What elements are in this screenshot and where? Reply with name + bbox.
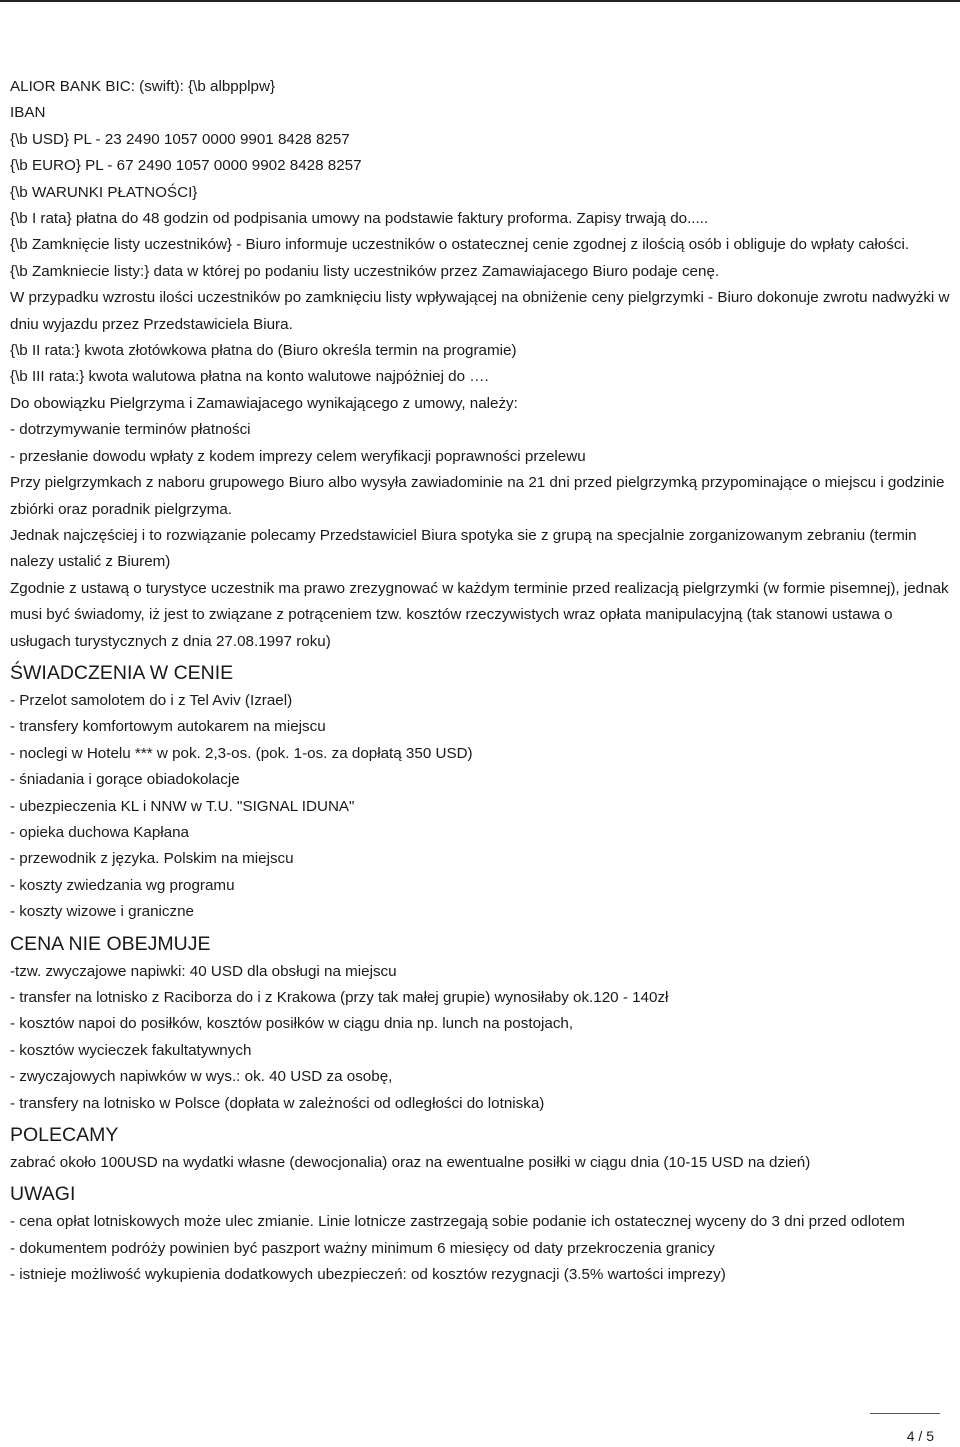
list-item: - kosztów napoi do posiłków, kosztów posiłków w ciągu dnia np. lunch na postojach, [10, 1015, 574, 1033]
list-item: - dokumentem podróży powinien być paszport ważny minimum 6 miesięcy od daty przekroczenia granicy [10, 1239, 715, 1257]
list-item: - transfery na lotnisko w Polsce (dopłata w zależności od odległości do lotniska) [10, 1094, 545, 1112]
iban-euro-line: {\b EURO} PL - 67 2490 1057 0000 9902 8428 8257 [10, 157, 362, 175]
obligation-item: - dotrzymywanie terminów płatności [10, 421, 251, 439]
list-item: - opieka duchowa Kapłana [10, 823, 190, 841]
first-installment-paragraph: {\b I rata} płatna do 48 godzin od podpisania umowy na podstawie faktury proforma. Zapisy trwają do..... [10, 210, 709, 228]
list-item: - Przelot samolotem do i z Tel Aviv (Izrael) [10, 691, 293, 709]
meeting-paragraph: Jednak najczęściej i to rozwiązanie polecamy Przedstawiciel Biura spotyka sie z grupą na specjalnie zorganizowanym zebraniu (termin nalezy ustalić z Biurem) [10, 526, 917, 571]
section-heading: POLECAMY [10, 1124, 119, 1147]
notes-section [10, 1181, 956, 1288]
document-body [10, 74, 956, 1289]
payment-info-block [10, 74, 956, 655]
cancellation-paragraph: Zgodnie z ustawą o turystyce uczestnik ma prawo zrezygnować w każdym terminie przed realizacją pielgrzymki (w formie pisemnej), jednak musi być świadomy, iż jest to związane z potrąceniem tzw. kosztów rzeczywistych wraz opłata manipulacyjną (tak stanowi ustawa o usługach turystycznych z dnia 27.08.1997 roku) [10, 579, 949, 650]
third-installment-paragraph: {\b III rata:} kwota walutowa płatna na konto walutowe najpóżniej do …. [10, 368, 489, 386]
second-installment-paragraph: {\b II rata:} kwota złotówkowa płatna do (Biuro określa termin na programie) [10, 342, 517, 360]
list-item: - noclegi w Hotelu *** w pok. 2,3-os. (pok. 1-os. za dopłatą 350 USD) [10, 744, 473, 762]
list-item: zabrać około 100USD na wydatki własne (dewocjonalia) oraz na ewentualne posiłki w ciągu dnia (10-15 USD na dzień) [10, 1154, 811, 1172]
list-item: - kosztów wycieczek fakultatywnych [10, 1041, 252, 1059]
included-section [10, 660, 956, 926]
list-item: - zwyczajowych napiwków w wys.: ok. 40 USD za osobę, [10, 1068, 393, 1086]
list-item: - ubezpieczenia KL i NNW w T.U. "SIGNAL IDUNA" [10, 797, 355, 815]
page-number: 4 / 5 [906, 1428, 934, 1444]
iban-usd-line: {\b USD} PL - 23 2490 1057 0000 9901 8428 8257 [10, 130, 350, 148]
list-item: - istnieje możliwość wykupienia dodatkowych ubezpieczeń: od kosztów rezygnacji (3.5% wartości imprezy) [10, 1266, 726, 1284]
iban-label: IBAN [10, 104, 46, 122]
list-item: - cena opłat lotniskowych może ulec zmianie. Linie lotnicze zastrzegają sobie podanie ich ostatecznej wyceny do 3 dni przed odlotem [10, 1213, 905, 1231]
list-item: - transfery komfortowym autokarem na miejscu [10, 718, 326, 736]
list-item: - przewodnik z języka. Polskim na miejscu [10, 850, 294, 868]
list-closing-date-paragraph: {\b Zamkniecie listy:} data w której po podaniu listy uczestników przez Zamawiajacego Biuro podaje cenę. [10, 262, 720, 280]
recommend-section [10, 1122, 956, 1176]
obligation-item: - przesłanie dowodu wpłaty z kodem imprezy celem weryfikacji poprawności przelewu [10, 447, 586, 465]
section-heading: UWAGI [10, 1183, 76, 1206]
list-closing-paragraph: {\b Zamknięcie listy uczestników} - Biuro informuje uczestników o ostatecznej cenie zgodnej z ilością osób i obliguje do wpłaty całości. [10, 236, 910, 254]
bank-bic-line: ALIOR BANK BIC: (swift): {\b albpplpw} [10, 78, 276, 95]
section-heading: CENA NIE OBEJMUJE [10, 932, 211, 955]
payment-terms-label: {\b WARUNKI PŁATNOŚCI} [10, 183, 198, 201]
list-item: - transfer na lotnisko z Raciborza do i z Krakowa (przy tak małej grupie) wynosiłaby ok.120 - 140zł [10, 989, 669, 1006]
list-item: -tzw. zwyczajowe napiwki: 40 USD dla obsługi na miejscu [10, 962, 397, 980]
obligations-intro: Do obowiązku Pielgrzyma i Zamawiajacego wynikającego z umowy, należy: [10, 394, 518, 412]
list-item: - koszty zwiedzania wg programu [10, 876, 235, 894]
footer-rule [870, 1413, 940, 1414]
top-border-rule [0, 0, 960, 2]
group-notice-paragraph: Przy pielgrzymkach z naboru grupowego Biuro albo wysyła zawiadominie na 21 dni przed pielgrzymką przypominające o miejscu i godzinie zbiórki oraz poradnik pielgrzyma. [10, 474, 945, 518]
refund-paragraph: W przypadku wzrostu ilości uczestników po zamknięciu listy wpływającej na obniżenie ceny pielgrzymki - Biuro dokonuje zwrotu nadwyżki w dniu wyjazdu przez Przedstawiciela Biura. [10, 289, 950, 333]
list-item: - koszty wizowe i graniczne [10, 903, 195, 921]
list-item: - śniadania i gorące obiadokolacje [10, 771, 240, 789]
excluded-section [10, 931, 956, 1117]
section-heading: ŚWIADCZENIA W CENIE [10, 661, 234, 684]
